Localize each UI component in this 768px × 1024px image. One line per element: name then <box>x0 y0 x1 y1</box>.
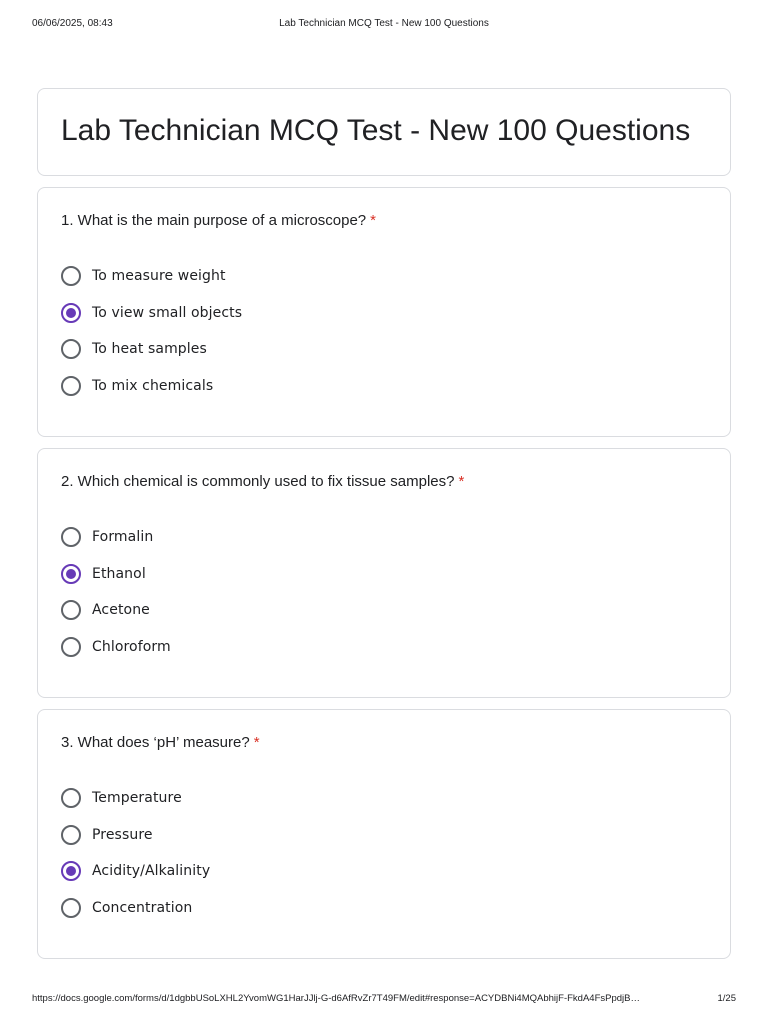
question-text: 2. Which chemical is commonly used to fix tissue samples? <box>61 473 455 490</box>
question-card-1 <box>37 187 731 437</box>
radio-option-label[interactable]: Acidity/Alkalinity <box>92 863 211 879</box>
print-datetime: 06/06/2025, 08:43 <box>32 18 113 29</box>
question-card-2 <box>37 448 731 698</box>
radio-button[interactable] <box>61 898 81 918</box>
radio-option-label[interactable]: To heat samples <box>92 341 207 357</box>
radio-button[interactable] <box>61 376 81 396</box>
question-title <box>61 733 260 753</box>
radio-button-selected[interactable] <box>61 564 81 584</box>
print-footer <box>32 993 736 1007</box>
radio-button-selected[interactable] <box>61 861 81 881</box>
radio-button[interactable] <box>61 600 81 620</box>
required-asterisk: * <box>458 473 465 490</box>
form-title: Lab Technician MCQ Test - New 100 Questions <box>61 114 691 147</box>
radio-button[interactable] <box>61 527 81 547</box>
radio-option-label[interactable]: Formalin <box>92 529 154 545</box>
question-card-3 <box>37 709 731 959</box>
form-title-card <box>37 88 731 176</box>
question-title <box>61 472 464 492</box>
page-number: 1/25 <box>717 993 736 1004</box>
radio-option-label[interactable]: Temperature <box>92 790 182 806</box>
radio-option-label[interactable]: Concentration <box>92 899 193 916</box>
radio-button[interactable] <box>61 637 81 657</box>
radio-option-label[interactable]: To measure weight <box>92 268 226 284</box>
question-text: 1. What is the main purpose of a microscope? <box>61 212 367 229</box>
print-url: https://docs.google.com/forms/d/1dgbbUSoLXHL2YvomWG1HarJJlj-G-d6AfRvZr7T49FM/edit#response=ACYDBNi4MQAbhijF-FkdA4FsPpdjB… <box>32 993 640 1004</box>
radio-button-selected[interactable] <box>61 303 81 323</box>
print-doc-title: Lab Technician MCQ Test - New 100 Questions <box>279 18 489 29</box>
radio-button[interactable] <box>61 825 81 845</box>
radio-option-label[interactable]: Ethanol <box>92 565 146 582</box>
radio-button[interactable] <box>61 266 81 286</box>
required-asterisk: * <box>370 212 376 229</box>
radio-option-label[interactable]: Pressure <box>92 826 153 843</box>
radio-option-label[interactable]: Acetone <box>92 602 150 618</box>
question-text: 3. What does ‘pH’ measure? <box>61 734 250 751</box>
required-asterisk: * <box>253 734 260 751</box>
print-header <box>32 18 736 32</box>
radio-button[interactable] <box>61 788 81 808</box>
radio-option-label[interactable]: To mix chemicals <box>92 377 214 394</box>
radio-option-label[interactable]: Chloroform <box>92 638 171 655</box>
radio-button[interactable] <box>61 339 81 359</box>
question-title <box>61 211 376 231</box>
radio-option-label[interactable]: To view small objects <box>92 304 243 321</box>
